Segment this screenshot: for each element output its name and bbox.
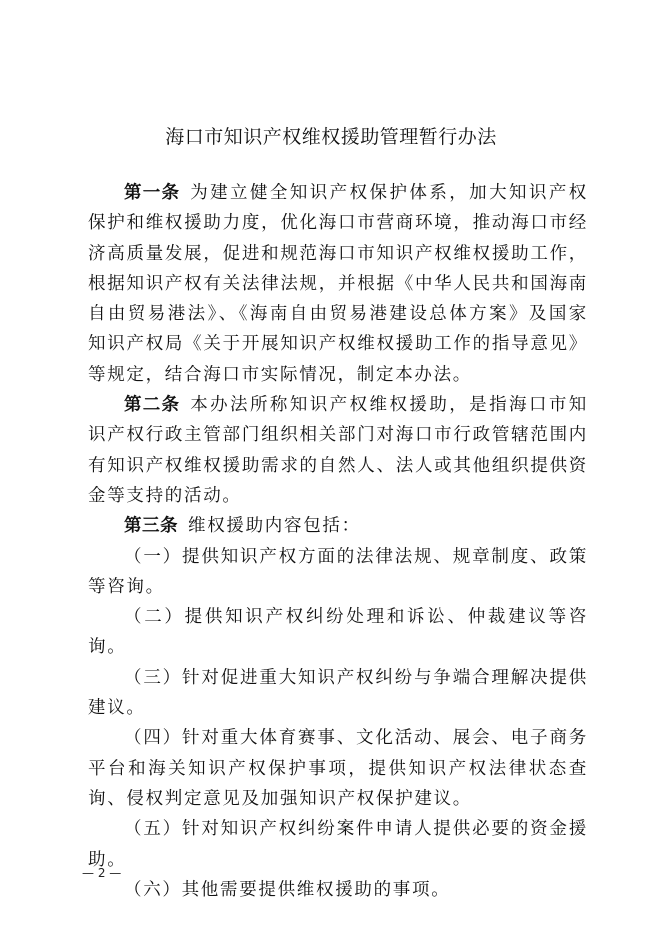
list-item: （五）针对知识产权纠纷案件申请人提供必要的资金援助。: [88, 819, 588, 870]
list-item: （三）针对促进重大知识产权纠纷与争端合理解决提供建议。: [88, 667, 588, 719]
document-body: [88, 178, 588, 905]
article-1: [88, 178, 588, 390]
article-3: [88, 511, 588, 541]
article-text: 维权援助内容包括：: [188, 516, 361, 537]
list-item: （六）其他需要提供维权援助的事项。: [124, 879, 451, 900]
list-item: （二）提供知识产权纠纷处理和诉讼、仲裁建议等咨询。: [88, 607, 588, 658]
article-label: 第一条: [124, 183, 181, 203]
page-number: — 2 —: [82, 866, 122, 880]
document-title: 海口市知识产权维权援助管理暂行办法: [165, 126, 497, 148]
list-item: （四）针对重大体育赛事、文化活动、展会、电子商务平台和海关知识产权保护事项，提供知识产权法律状态查询、侵权判定意见及加强知识产权保护建议。: [88, 728, 588, 809]
article-2: [88, 390, 588, 511]
article-text: 为建立健全知识产权保护体系，加大知识产权保护和维权援助力度，优化海口市营商环境，推动海口市经济高质量发展，促进和规范海口市知识产权维权援助工作，根据知识产权有关法律法规，并根据《中华人民共和国海南自由贸易港法》、《海南自由贸易港建设总体方案》及国家知识产权局《关于开展知识产权维权援助工作的指导意见》等规定，结合海口市实际情况，制定本办法。: [88, 183, 589, 385]
article-text: 本办法所称知识产权维权援助，是指海口市知识产权行政主管部门组织相关部门对海口市行政管辖范围内有知识产权维权援助需求的自然人、法人或其他组织提供资金等支持的活动。: [88, 395, 589, 506]
article-label: 第三条: [124, 516, 178, 537]
list-item: （一）提供知识产权方面的法律法规、规章制度、政策等咨询。: [88, 546, 588, 597]
article-label: 第二条: [124, 395, 181, 416]
